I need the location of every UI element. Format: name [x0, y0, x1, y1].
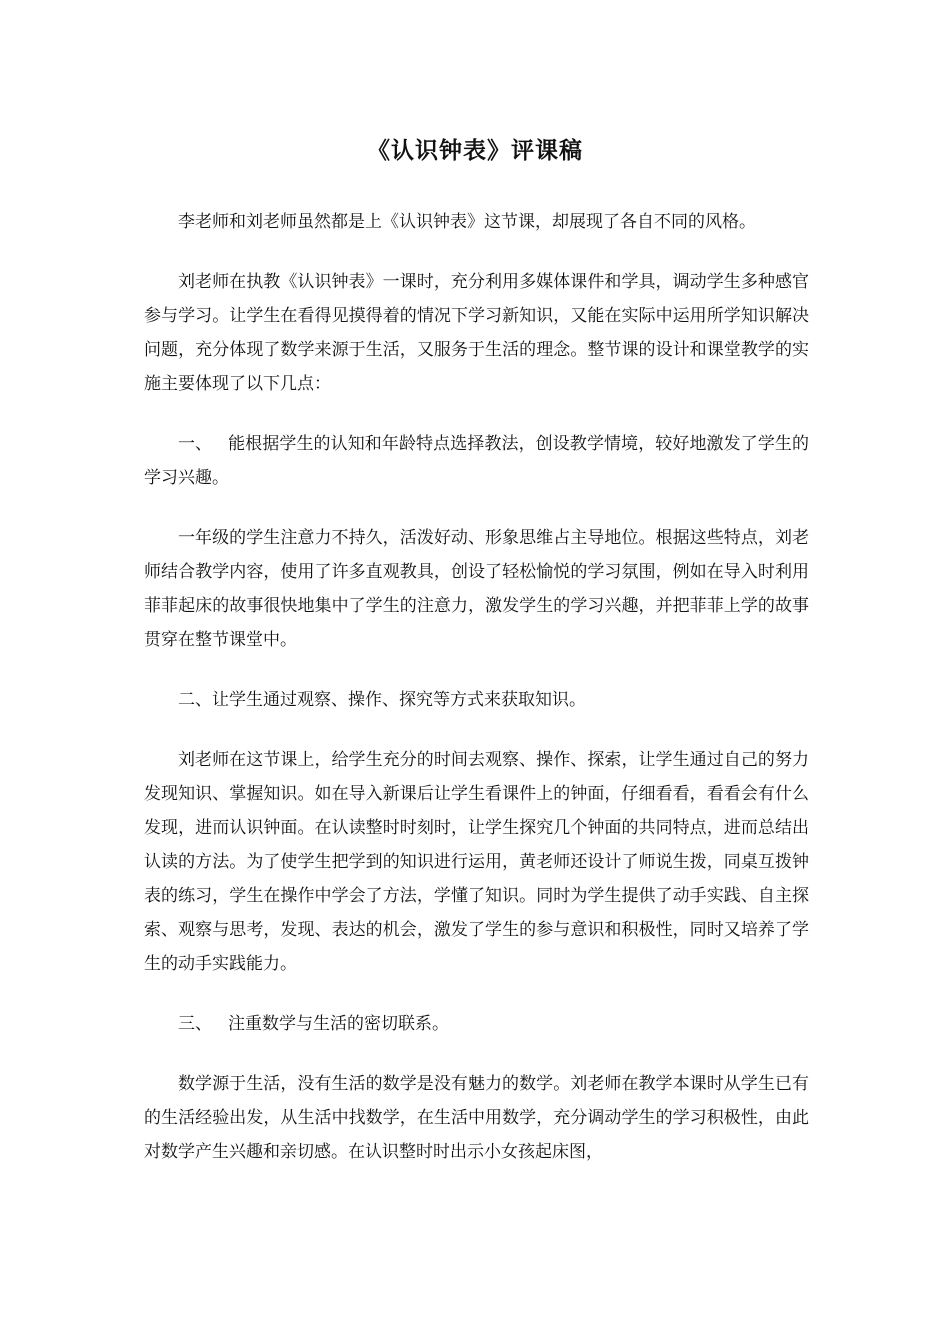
paragraph-intro: 李老师和刘老师虽然都是上《认识钟表》这节课，却展现了各自不同的风格。	[178, 212, 756, 232]
paragraph-point-1: 一年级的学生注意力不持久，活泼好动、形象思维占主导地位。根据这些特点，刘老师结合教学内容，使用了许多直观教具，创设了轻松愉悦的学习氛围，例如在导入时利用菲菲起床的故事很快地集中了学生的注意力，激发学生的学习兴趣，并把菲菲上学的故事贯穿在整节课堂中。	[144, 528, 809, 650]
section-heading-2: 二、让学生通过观察、操作、探究等方式来获取知识。	[178, 690, 586, 710]
section-heading-3	[144, 1007, 809, 1041]
document-body	[144, 205, 809, 1195]
section-heading-3-text: 注重数学与生活的密切联系。	[228, 1014, 449, 1034]
paragraph-point-3: 数学源于生活，没有生活的数学是没有魅力的数学。刘老师在教学本课时从学生已有的生活经验出发，从生活中找数学，在生活中用数学，充分调动学生的学习积极性，由此对数学产生兴趣和亲切感。在认识整时时出示小女孩起床图，	[144, 1074, 809, 1162]
paragraph-point-2: 刘老师在这节课上，给学生充分的时间去观察、操作、探索，让学生通过自己的努力发现知识、掌握知识。如在导入新课后让学生看课件上的钟面，仔细看看，看看会有什么发现，进而认识钟面。在认读整时时刻时，让学生探究几个钟面的共同特点，进而总结出认读的方法。为了使学生把学到的知识进行运用，黄老师还设计了师说生拨，同桌互拨钟表的练习，学生在操作中学会了方法，学懂了知识。同时为学生提供了动手实践、自主探索、观察与思考，发现、表达的机会，激发了学生的参与意识和积极性，同时又培养了学生的动手实践能力。	[144, 750, 809, 974]
section-number-1: 一、	[178, 434, 212, 454]
section-heading-1-text: 能根据学生的认知和年龄特点选择教法，创设教学情境，较好地激发了学生的学习兴趣。	[144, 434, 809, 488]
section-number-3: 三、	[178, 1014, 212, 1034]
paragraph-overview: 刘老师在执教《认识钟表》一课时，充分利用多媒体课件和学具，调动学生多种感官参与学习。让学生在看得见摸得着的情况下学习新知识，又能在实际中运用所学知识解决问题，充分体现了数学来源于生活，又服务于生活的理念。整节课的设计和课堂教学的实施主要体现了以下几点：	[144, 272, 809, 394]
document-title: 《认识钟表》评课稿	[367, 137, 583, 164]
section-heading-1	[144, 427, 809, 495]
